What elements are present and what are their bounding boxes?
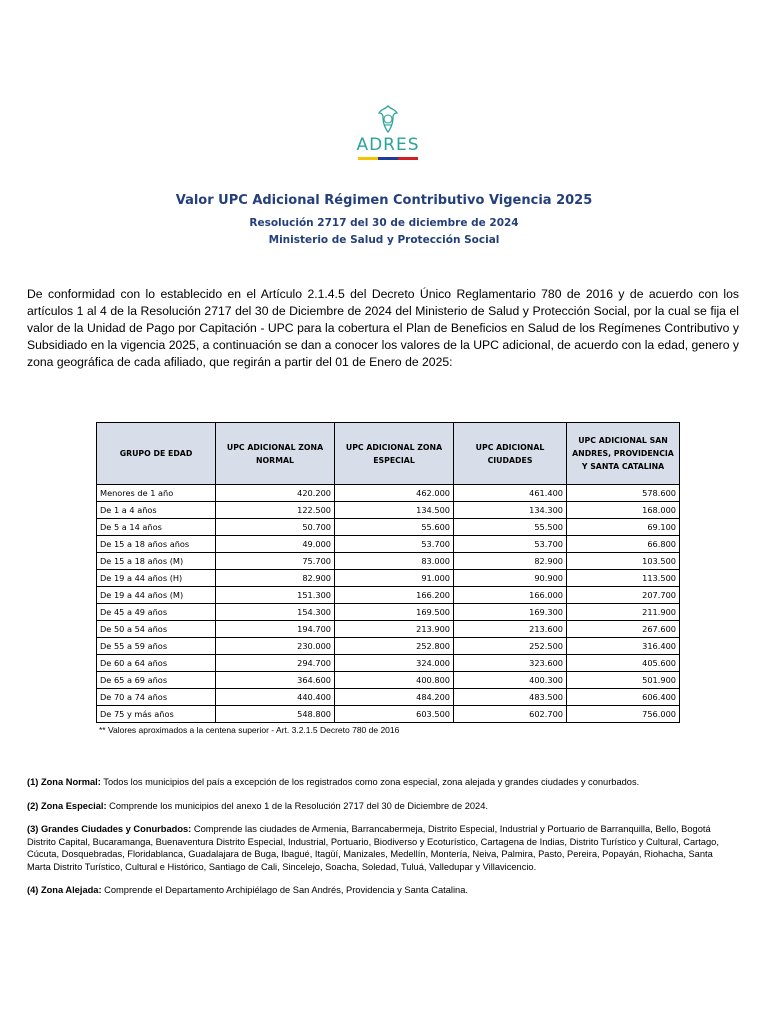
age-group-cell: De 75 y más años: [97, 706, 216, 723]
value-cell: 75.700: [216, 553, 335, 570]
value-cell: 483.500: [454, 689, 567, 706]
value-cell: 50.700: [216, 519, 335, 536]
flag-blue-stripe: [378, 157, 398, 160]
value-cell: 461.400: [454, 485, 567, 502]
table-row: [97, 672, 680, 689]
note-text: Comprende el Departamento Archipiélago de San Andrés, Providencia y Santa Catalina.: [101, 885, 468, 895]
age-group-cell: De 5 a 14 años: [97, 519, 216, 536]
coat-of-arms-icon: [373, 104, 403, 134]
flag-red-stripe: [398, 157, 418, 160]
value-cell: 90.900: [454, 570, 567, 587]
ministry-subtitle: Ministerio de Salud y Protección Social: [268, 234, 500, 246]
note-zona-especial: [27, 800, 739, 813]
adres-logo: [348, 104, 428, 160]
table-row: [97, 638, 680, 655]
table-row: [97, 502, 680, 519]
table-row: [97, 655, 680, 672]
value-cell: 151.300: [216, 587, 335, 604]
age-group-cell: De 65 a 69 años: [97, 672, 216, 689]
flag-bar: [358, 157, 418, 160]
value-cell: 134.500: [335, 502, 454, 519]
table-row: [97, 689, 680, 706]
age-group-cell: De 15 a 18 años (M): [97, 553, 216, 570]
document-title: Valor UPC Adicional Régimen Contributivo Vigencia 2025: [175, 193, 593, 208]
value-cell: 213.900: [335, 621, 454, 638]
age-group-cell: De 19 a 44 años (H): [97, 570, 216, 587]
value-cell: 134.300: [454, 502, 567, 519]
value-cell: 211.900: [567, 604, 680, 621]
value-cell: 230.000: [216, 638, 335, 655]
table-header-row: [97, 423, 680, 485]
table-row: [97, 706, 680, 723]
value-cell: 323.600: [454, 655, 567, 672]
header-grupo-edad: GRUPO DE EDAD: [97, 423, 216, 485]
value-cell: 501.900: [567, 672, 680, 689]
value-cell: 756.000: [567, 706, 680, 723]
age-group-cell: De 55 a 59 años: [97, 638, 216, 655]
note-zona-alejada: [27, 884, 739, 897]
value-cell: 207.700: [567, 587, 680, 604]
header-zona-normal: UPC ADICIONAL ZONA NORMAL: [216, 423, 335, 485]
value-cell: 55.500: [454, 519, 567, 536]
notes-section: [27, 776, 739, 908]
value-cell: 169.500: [335, 604, 454, 621]
value-cell: 169.300: [454, 604, 567, 621]
value-cell: 420.200: [216, 485, 335, 502]
value-cell: 53.700: [335, 536, 454, 553]
note-text: Comprende las ciudades de Armenia, Barrancabermeja, Distrito Especial, Industrial y Portuario de Barranquilla, Bello, Bogotá Distrito Capital, Bucaramanga, Buenaventura Distrito Especial, Industrial, Portuario, Biodiverso y Ecoturístico, Cartagena de Indias, Distrito Turístico y Cultural, Cartago, Cúcuta, Dosquebradas, Floridablanca, Guadalajara de Buga, Ibagué, Itagüí, Manizales, Medellín, Montería, Neiva, Palmira, Pasto, Pereira, Popayán, Riohacha, Santa Marta Distrito Turístico, Cultural e Histórico, Santiago de Cali, Sincelejo, Soacha, Soledad, Tuluá, Valledupar y Villavicencio.: [27, 824, 719, 872]
value-cell: 252.500: [454, 638, 567, 655]
value-cell: 55.600: [335, 519, 454, 536]
age-group-cell: De 45 a 49 años: [97, 604, 216, 621]
header-ciudades: UPC ADICIONAL CIUDADES: [454, 423, 567, 485]
table-row: [97, 536, 680, 553]
value-cell: 166.200: [335, 587, 454, 604]
note-label: (1) Zona Normal:: [27, 777, 101, 787]
value-cell: 66.800: [567, 536, 680, 553]
value-cell: 82.900: [454, 553, 567, 570]
value-cell: 103.500: [567, 553, 680, 570]
value-cell: 484.200: [335, 689, 454, 706]
value-cell: 462.000: [335, 485, 454, 502]
value-cell: 168.000: [567, 502, 680, 519]
flag-yellow-stripe: [358, 157, 378, 160]
header-san-andres: UPC ADICIONAL SAN ANDRES, PROVIDENCIA Y SANTA CATALINA: [567, 423, 680, 485]
value-cell: 294.700: [216, 655, 335, 672]
value-cell: 194.700: [216, 621, 335, 638]
value-cell: 602.700: [454, 706, 567, 723]
age-group-cell: De 1 a 4 años: [97, 502, 216, 519]
value-cell: 213.600: [454, 621, 567, 638]
value-cell: 548.800: [216, 706, 335, 723]
value-cell: 267.600: [567, 621, 680, 638]
value-cell: 400.300: [454, 672, 567, 689]
value-cell: 316.400: [567, 638, 680, 655]
table-row: [97, 570, 680, 587]
note-zona-normal: [27, 776, 739, 789]
table-row: [97, 519, 680, 536]
value-cell: 82.900: [216, 570, 335, 587]
value-cell: 122.500: [216, 502, 335, 519]
table-row: [97, 553, 680, 570]
value-cell: 53.700: [454, 536, 567, 553]
intro-paragraph: De conformidad con lo establecido en el Artículo 2.1.4.5 del Decreto Único Reglamentario 780 de 2016 y de acuerdo con los artículos 1 al 4 de la Resolución 2717 del 30 de Diciembre de 2024 del Ministerio de Salud y Protección Social, por la cual se fija el valor de la Unidad de Pago por Capitación - UPC para la cobertura el Plan de Beneficios en Salud de los Regímenes Contributivo y Subsidiado en la vigencia 2025, a continuación se dan a conocer los valores de la UPC adicional, de acuerdo con la edad, genero y zona geográfica de cada afiliado, que regirán a partir del 01 de Enero de 2025:: [27, 287, 739, 369]
age-group-cell: Menores de 1 año: [97, 485, 216, 502]
note-label: (2) Zona Especial:: [27, 800, 107, 811]
value-cell: 49.000: [216, 536, 335, 553]
resolution-subtitle: Resolución 2717 del 30 de diciembre de 2024: [249, 217, 519, 229]
table-row: [97, 587, 680, 604]
note-text: Todos los municipios del país a excepción de los registrados como zona especial, zona alejada y grandes ciudades y conurbados.: [100, 777, 640, 787]
upc-table: [96, 422, 680, 723]
value-cell: 69.100: [567, 519, 680, 536]
note-text: Comprende los municipios del anexo 1 de la Resolución 2717 del 30 de Diciembre de 2024.: [106, 800, 488, 811]
value-cell: 324.000: [335, 655, 454, 672]
table-footnote: ** Valores aproximados a la centena superior - Art. 3.2.1.5 Decreto 780 de 2016: [99, 725, 400, 735]
age-group-cell: De 60 a 64 años: [97, 655, 216, 672]
value-cell: 83.000: [335, 553, 454, 570]
note-grandes-ciudades: [27, 823, 739, 873]
value-cell: 578.600: [567, 485, 680, 502]
value-cell: 166.000: [454, 587, 567, 604]
header-zona-especial: UPC ADICIONAL ZONA ESPECIAL: [335, 423, 454, 485]
value-cell: 364.600: [216, 672, 335, 689]
note-label: (4) Zona Alejada:: [27, 885, 102, 895]
table-row: [97, 485, 680, 502]
note-label: (3) Grandes Ciudades y Conurbados:: [27, 824, 192, 834]
value-cell: 606.400: [567, 689, 680, 706]
value-cell: 252.800: [335, 638, 454, 655]
age-group-cell: De 15 a 18 años años: [97, 536, 216, 553]
value-cell: 154.300: [216, 604, 335, 621]
table-row: [97, 604, 680, 621]
table-row: [97, 621, 680, 638]
logo-text: ADRES: [356, 135, 420, 155]
age-group-cell: De 19 a 44 años (M): [97, 587, 216, 604]
age-group-cell: De 50 a 54 años: [97, 621, 216, 638]
age-group-cell: De 70 a 74 años: [97, 689, 216, 706]
value-cell: 400.800: [335, 672, 454, 689]
value-cell: 440.400: [216, 689, 335, 706]
value-cell: 113.500: [567, 570, 680, 587]
value-cell: 603.500: [335, 706, 454, 723]
value-cell: 91.000: [335, 570, 454, 587]
value-cell: 405.600: [567, 655, 680, 672]
